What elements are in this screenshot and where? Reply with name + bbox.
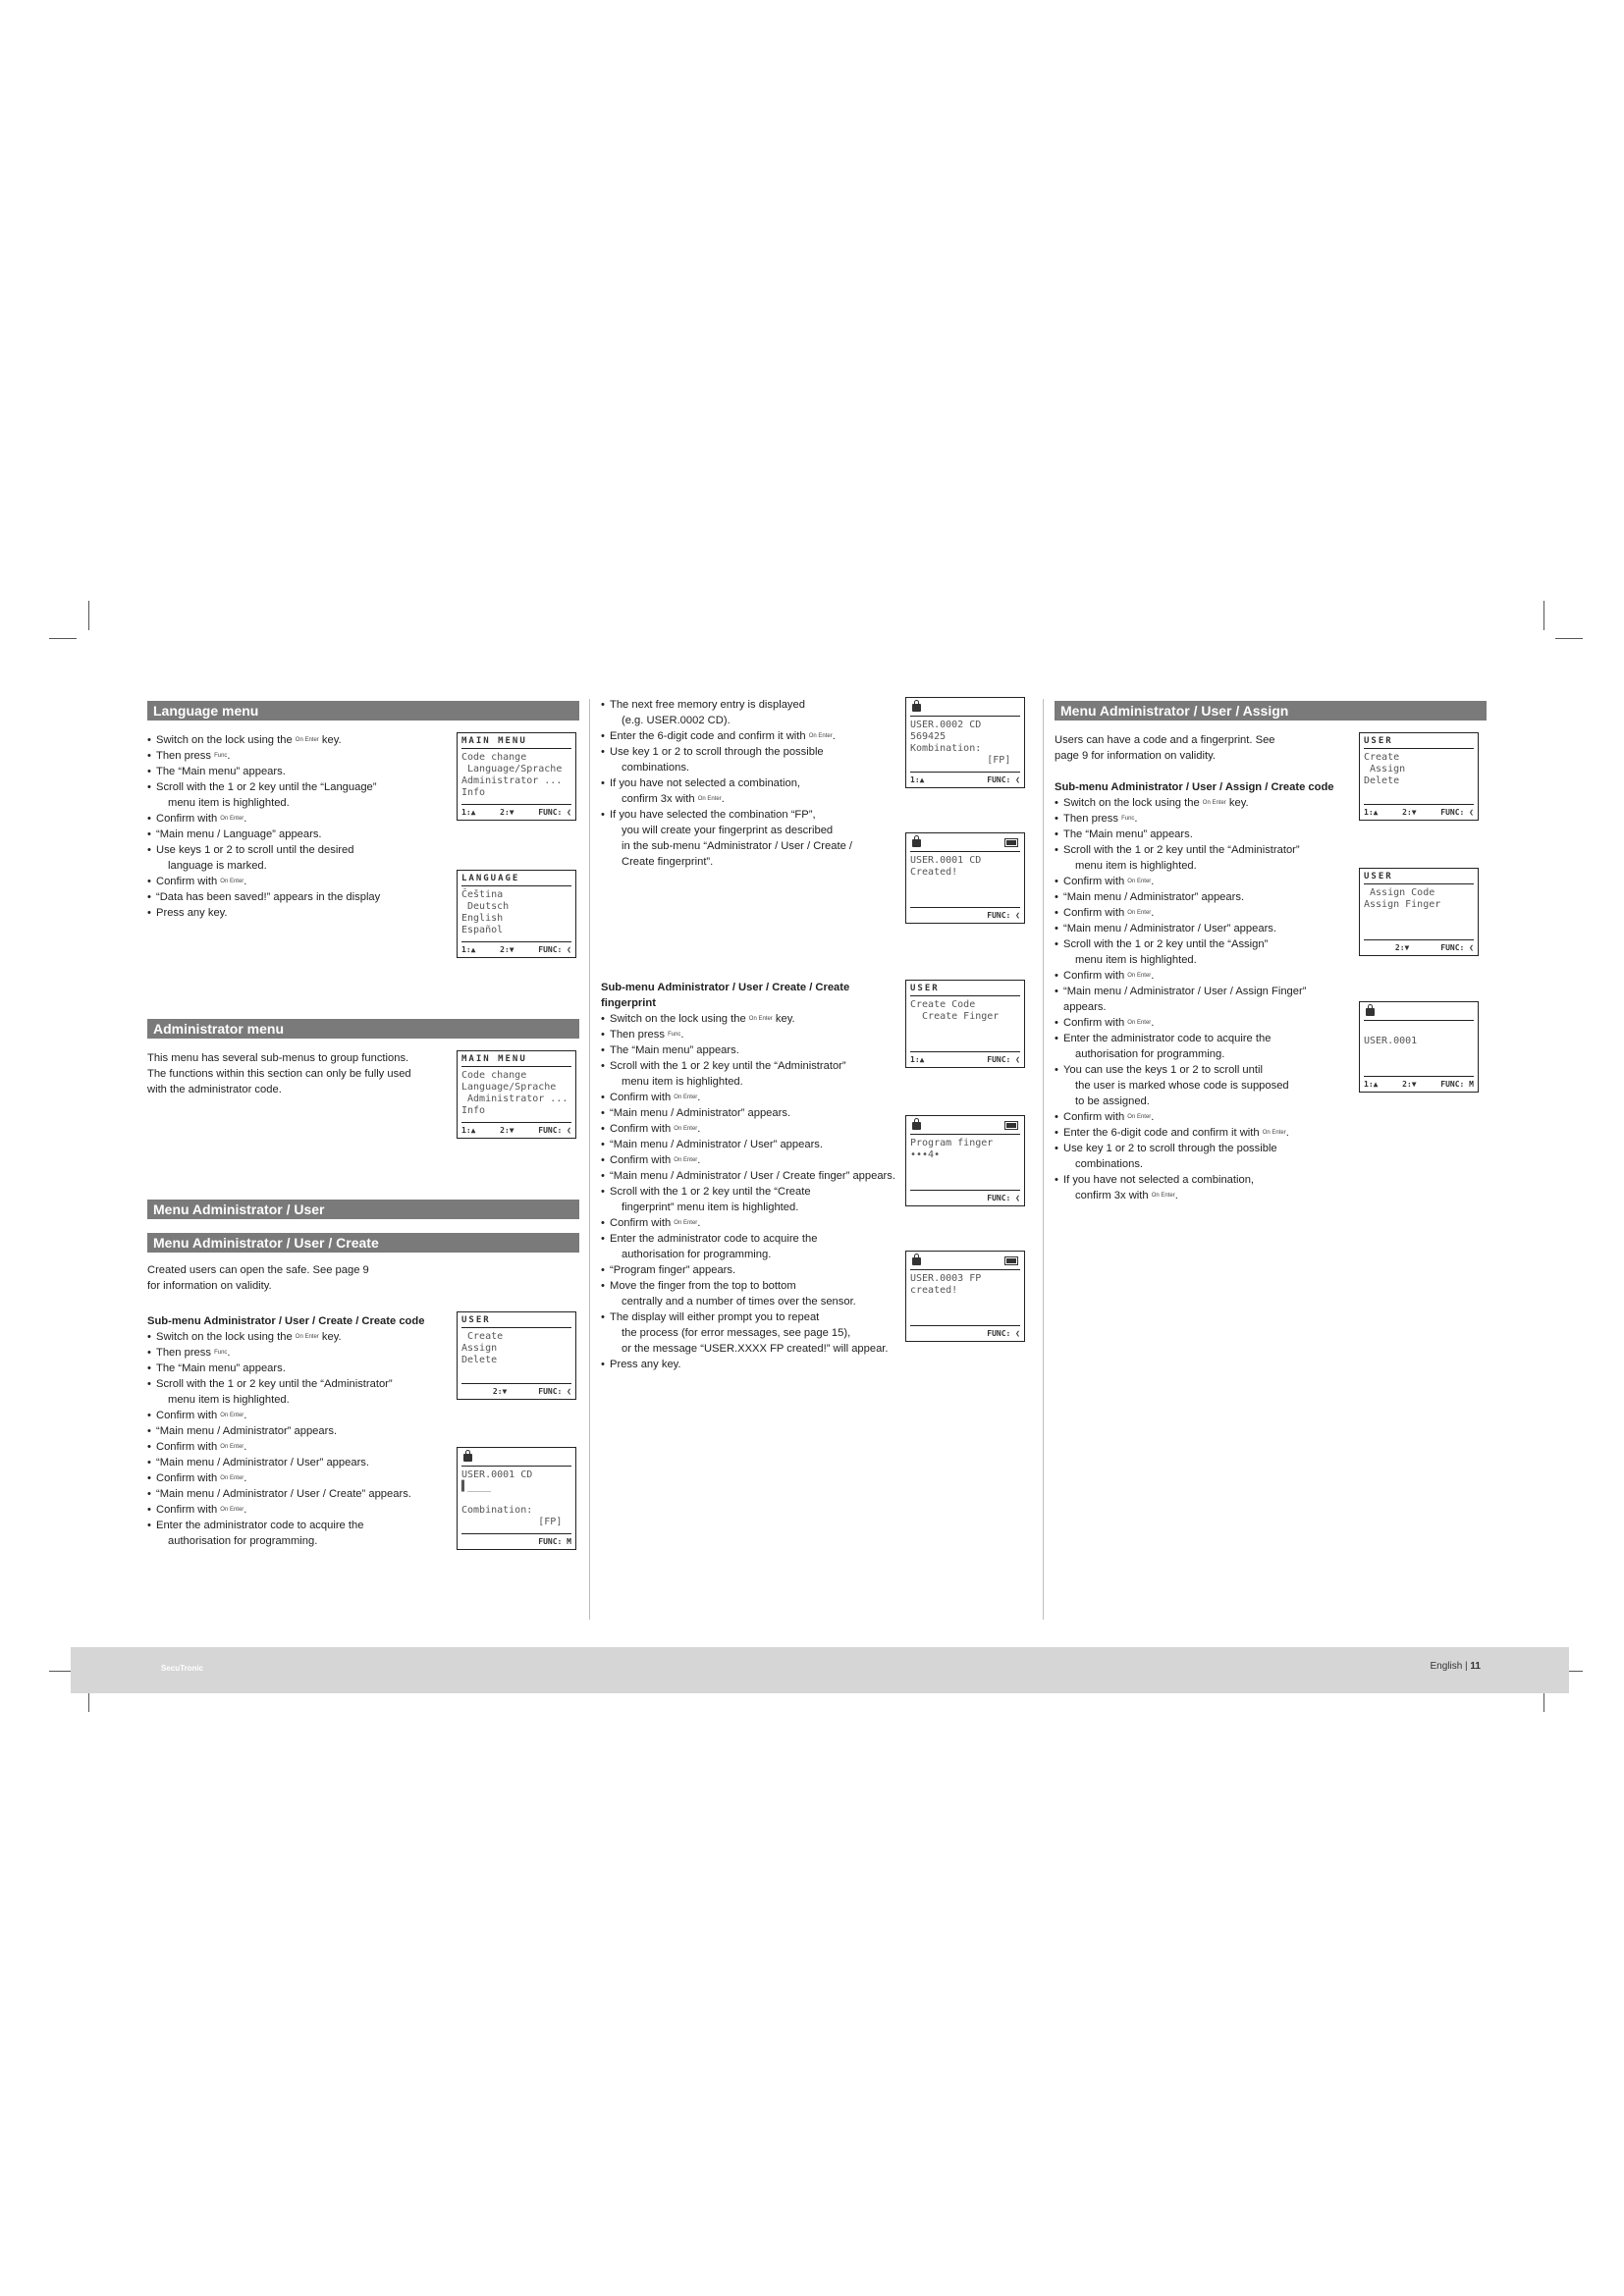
step-item: • If you have not selected a combination, confirm 3x with On Enter. (1055, 1172, 1339, 1203)
administrator-menu-description: This menu has several sub-menus to group functions. The functions within this section can only be fully used with the administrator code. (147, 1052, 411, 1095)
screen-softkeys: FUNC: M (461, 1533, 571, 1549)
battery-icon (1004, 838, 1018, 847)
step-item: • Scroll with the 1 or 2 key until the “Administrator” menu item is highlighted. (147, 1376, 432, 1408)
screen-softkeys: FUNC: ❮ (910, 1325, 1020, 1341)
lock-display-screen (1359, 1001, 1479, 1093)
screen-title: MAIN MENU (461, 1051, 571, 1067)
lock-display-screen (905, 697, 1025, 788)
screen-title: USER (461, 1312, 571, 1328)
lock-icon (1366, 1008, 1375, 1016)
page-footer (71, 1647, 1569, 1693)
step-item: • Confirm with On Enter. (601, 1152, 895, 1168)
step-item: • Use keys 1 or 2 to scroll until the desired language is marked. (147, 842, 432, 874)
page-number (1430, 1661, 1481, 1672)
crop-mark (1543, 601, 1544, 630)
create-fingerprint-block (601, 980, 895, 1372)
step-item: • Confirm with On Enter. (147, 1470, 432, 1486)
on-enter-key-icon: On Enter (1202, 800, 1226, 807)
screen-body: USER.0003 FP created! (910, 1273, 982, 1296)
on-enter-key-icon: On Enter (1127, 973, 1152, 980)
on-enter-key-icon: On Enter (220, 816, 244, 823)
screen-body: USER.0001 CD ▌____ Combination: [FP] (461, 1469, 563, 1527)
page-num: 11 (1470, 1661, 1481, 1672)
lock-display-screen (457, 1050, 576, 1139)
func-key-icon: Func (214, 753, 228, 760)
step-item: • Use key 1 or 2 to scroll through the possible combinations. (601, 744, 895, 775)
section-heading-admin-user: Menu Administrator / User (147, 1200, 579, 1219)
step-item: • “Data has been saved!” appears in the display (147, 889, 432, 905)
step-item: • The “Main menu” appears. (147, 1361, 432, 1376)
on-enter-key-icon: On Enter (220, 1413, 244, 1419)
brand-name: SecuTronic (161, 1664, 204, 1673)
subheading-create-fingerprint: Sub-menu Administrator / User / Create / Create fingerprint (601, 982, 850, 1009)
step-item: • If you have not selected a combination, confirm 3x with On Enter. (601, 775, 895, 807)
step-item: • Confirm with On Enter. (147, 874, 432, 889)
step-item: • “Main menu / Language” appears. (147, 827, 432, 842)
column-divider (589, 699, 590, 1620)
lock-display-screen (905, 832, 1025, 924)
step-item: • Switch on the lock using the On Enter key. (601, 1011, 895, 1027)
admin-user-create-block (147, 1313, 432, 1549)
subheading-create-code: Sub-menu Administrator / User / Create / Create code (147, 1315, 425, 1327)
assign-create-code-block (1055, 779, 1339, 1203)
screen-body: Program finger •••4• (910, 1138, 994, 1160)
step-item: • Switch on the lock using the On Enter key. (147, 1329, 432, 1345)
step-item: • Scroll with the 1 or 2 key until the “Assign” menu item is highlighted. (1055, 936, 1339, 968)
step-item: • “Main menu / Administrator / User” appears. (147, 1455, 432, 1470)
lock-display-screen (457, 1447, 576, 1550)
crop-mark (1555, 638, 1583, 639)
crop-mark (49, 638, 77, 639)
step-item: • Enter the 6-digit code and confirm it with On Enter. (1055, 1125, 1339, 1141)
on-enter-key-icon: On Enter (674, 1095, 698, 1101)
lock-icon (463, 1454, 472, 1462)
step-item: • Move the finger from the top to bottom centrally and a number of times over the sensor. (601, 1278, 895, 1309)
step-item: • Confirm with On Enter. (147, 1408, 432, 1423)
step-item: • “Main menu / Administrator / User / Create” appears. (147, 1486, 432, 1502)
screen-body: Create Assign Delete (1364, 752, 1406, 786)
on-enter-key-icon: On Enter (220, 1444, 244, 1451)
step-item: • Use key 1 or 2 to scroll through the possible combinations. (1055, 1141, 1339, 1172)
lock-display-screen (905, 980, 1025, 1068)
step-item: • Confirm with On Enter. (1055, 968, 1339, 984)
step-item: • Enter the administrator code to acquire the authorisation for programming. (601, 1231, 895, 1262)
screen-softkeys: FUNC: ❮ (910, 1190, 1020, 1205)
on-enter-key-icon: On Enter (1127, 879, 1152, 885)
step-item: • “Main menu / Administrator” appears. (147, 1423, 432, 1439)
section-heading-language-menu: Language menu (147, 701, 579, 721)
on-enter-key-icon: On Enter (1262, 1130, 1286, 1137)
step-item: • Scroll with the 1 or 2 key until the “Administrator” menu item is highlighted. (601, 1058, 895, 1090)
step-item: • Then press Func. (1055, 811, 1339, 827)
func-key-icon: Func (668, 1032, 681, 1039)
screen-body: USER.0001 (1364, 1036, 1418, 1046)
lock-icon (912, 1257, 921, 1265)
step-item: • “Main menu / Administrator / User” appears. (601, 1137, 895, 1152)
step-item: • If you have selected the combination “FP”, you will create your fingerprint as described in the sub-menu “Administrator / User / Create / Create fingerprint”. (601, 807, 895, 870)
step-item: • Confirm with On Enter. (1055, 1109, 1339, 1125)
on-enter-key-icon: On Enter (808, 733, 833, 740)
step-item: • The “Main menu” appears. (1055, 827, 1339, 842)
admin-user-create-description: Created users can open the safe. See page 9 for information on validity. (147, 1264, 369, 1292)
lock-display-screen (1359, 868, 1479, 956)
on-enter-key-icon: On Enter (674, 1157, 698, 1164)
step-item: • Scroll with the 1 or 2 key until the “Administrator” menu item is highlighted. (1055, 842, 1339, 874)
screen-softkeys: 1:▲ FUNC: ❮ (910, 1051, 1020, 1067)
lock-display-screen (905, 1115, 1025, 1206)
step-item: • You can use the keys 1 or 2 to scroll until the user is marked whose code is supposed to be assigned. (1055, 1062, 1339, 1109)
step-item: • Then press Func. (601, 1027, 895, 1042)
subheading-assign-create-code: Sub-menu Administrator / User / Assign / Create code (1055, 781, 1334, 793)
step-item: • Press any key. (147, 905, 432, 921)
on-enter-key-icon: On Enter (220, 879, 244, 885)
screen-softkeys: 1:▲ 2:▼ FUNC: M (1364, 1076, 1474, 1092)
create-code-steps (147, 1329, 432, 1549)
step-item: • Then press Func. (147, 748, 432, 764)
screen-title: USER (1364, 733, 1474, 749)
func-key-icon: Func (214, 1350, 228, 1357)
page-language: English | (1430, 1661, 1471, 1672)
screen-title: LANGUAGE (461, 871, 571, 886)
lock-display-screen (457, 1311, 576, 1400)
lock-display-screen (457, 870, 576, 958)
lock-icon (912, 1122, 921, 1130)
screen-body: Čeština Deutsch English Español (461, 889, 510, 935)
screen-title: USER (910, 981, 1020, 996)
step-item: • “Main menu / Administrator” appears. (601, 1105, 895, 1121)
lock-display-screen (1359, 732, 1479, 821)
step-item: • Confirm with On Enter. (1055, 1015, 1339, 1031)
assign-create-code-steps (1055, 795, 1339, 1203)
create-fingerprint-steps (601, 1011, 895, 1372)
screen-body: Code change Language/Sprache Administrator ... Info (461, 752, 563, 798)
screen-body: Assign Code Assign Finger (1364, 887, 1441, 910)
step-item: • Enter the 6-digit code and confirm it with On Enter. (601, 728, 895, 744)
step-item: • “Program finger” appears. (601, 1262, 895, 1278)
crop-mark (88, 601, 89, 630)
step-item: • Confirm with On Enter. (1055, 874, 1339, 889)
step-item: • Confirm with On Enter. (147, 1439, 432, 1455)
on-enter-key-icon: On Enter (295, 737, 319, 744)
language-menu-steps (147, 732, 432, 921)
step-item: • Confirm with On Enter. (1055, 905, 1339, 921)
screen-softkeys: 1:▲ 2:▼ FUNC: ❮ (1364, 804, 1474, 820)
step-item: • Confirm with On Enter. (147, 811, 432, 827)
step-item: • Then press Func. (147, 1345, 432, 1361)
column-divider (1043, 699, 1044, 1620)
step-item: • The next free memory entry is displayed (e.g. USER.0002 CD). (601, 697, 895, 728)
create-code-steps-continued (601, 697, 895, 870)
assign-description: Users can have a code and a fingerprint. See page 9 for information on validity. (1055, 734, 1275, 762)
step-item: • “Main menu / Administrator / User / Create finger” appears. (601, 1168, 895, 1184)
screen-softkeys: 1:▲ FUNC: ❮ (910, 772, 1020, 787)
step-item: • Press any key. (601, 1357, 895, 1372)
lock-display-screen (905, 1251, 1025, 1342)
on-enter-key-icon: On Enter (295, 1334, 319, 1341)
on-enter-key-icon: On Enter (220, 1475, 244, 1482)
screen-softkeys: FUNC: ❮ (910, 907, 1020, 923)
screen-softkeys: 1:▲ 2:▼ FUNC: ❮ (461, 1122, 571, 1138)
lock-display-screen (457, 732, 576, 821)
screen-title: USER (1364, 869, 1474, 884)
on-enter-key-icon: On Enter (674, 1220, 698, 1227)
lock-icon (912, 704, 921, 712)
step-item: • Enter the administrator code to acquire the authorisation for programming. (1055, 1031, 1339, 1062)
step-item: • Enter the administrator code to acquire the authorisation for programming. (147, 1518, 432, 1549)
section-heading-administrator-menu: Administrator menu (147, 1019, 579, 1039)
step-item: • Confirm with On Enter. (601, 1121, 895, 1137)
section-heading-admin-user-assign: Menu Administrator / User / Assign (1055, 701, 1487, 721)
screen-body: USER.0001 CD Created! (910, 855, 982, 878)
on-enter-key-icon: On Enter (1127, 910, 1152, 917)
on-enter-key-icon: On Enter (220, 1507, 244, 1514)
step-item: • “Main menu / Administrator” appears. (1055, 889, 1339, 905)
screen-body: Create Assign Delete (461, 1331, 504, 1365)
step-item: • “Main menu / Administrator / User” appears. (1055, 921, 1339, 936)
func-key-icon: Func (1121, 816, 1135, 823)
screen-softkeys: 2:▼ FUNC: ❮ (461, 1383, 571, 1399)
screen-body: Code change Language/Sprache Administrator ... Info (461, 1070, 568, 1116)
step-item: • Scroll with the 1 or 2 key until the “Create fingerprint” menu item is highlighted. (601, 1184, 895, 1215)
on-enter-key-icon: On Enter (748, 1016, 773, 1023)
screen-softkeys: 1:▲ 2:▼ FUNC: ❮ (461, 804, 571, 820)
screen-softkeys: 1:▲ 2:▼ FUNC: ❮ (461, 941, 571, 957)
step-item: • Confirm with On Enter. (601, 1090, 895, 1105)
step-item: • Switch on the lock using the On Enter key. (147, 732, 432, 748)
step-item: • Confirm with On Enter. (147, 1502, 432, 1518)
battery-icon (1004, 1256, 1018, 1265)
step-item: • The “Main menu” appears. (601, 1042, 895, 1058)
screen-softkeys: 2:▼ FUNC: ❮ (1364, 939, 1474, 955)
on-enter-key-icon: On Enter (1127, 1020, 1152, 1027)
step-item: • The “Main menu” appears. (147, 764, 432, 779)
screen-body: Create Code Create Finger (910, 999, 1000, 1022)
lock-icon (912, 839, 921, 847)
on-enter-key-icon: On Enter (697, 796, 722, 803)
step-item: • “Main menu / Administrator / User / Assign Finger” appears. (1055, 984, 1339, 1015)
on-enter-key-icon: On Enter (674, 1126, 698, 1133)
section-heading-admin-user-create: Menu Administrator / User / Create (147, 1233, 579, 1253)
battery-icon (1004, 1121, 1018, 1130)
on-enter-key-icon: On Enter (1151, 1193, 1175, 1200)
screen-body: USER.0002 CD 569425 Kombination: [FP] (910, 720, 1011, 766)
step-item: • Confirm with On Enter. (601, 1215, 895, 1231)
step-item: • Scroll with the 1 or 2 key until the “Language” menu item is highlighted. (147, 779, 432, 811)
step-item: • The display will either prompt you to repeat the process (for error messages, see page 15), or the message “USER.XXXX FP created!” will appear. (601, 1309, 895, 1357)
screen-title: MAIN MENU (461, 733, 571, 749)
on-enter-key-icon: On Enter (1127, 1114, 1152, 1121)
step-item: • Switch on the lock using the On Enter key. (1055, 795, 1339, 811)
